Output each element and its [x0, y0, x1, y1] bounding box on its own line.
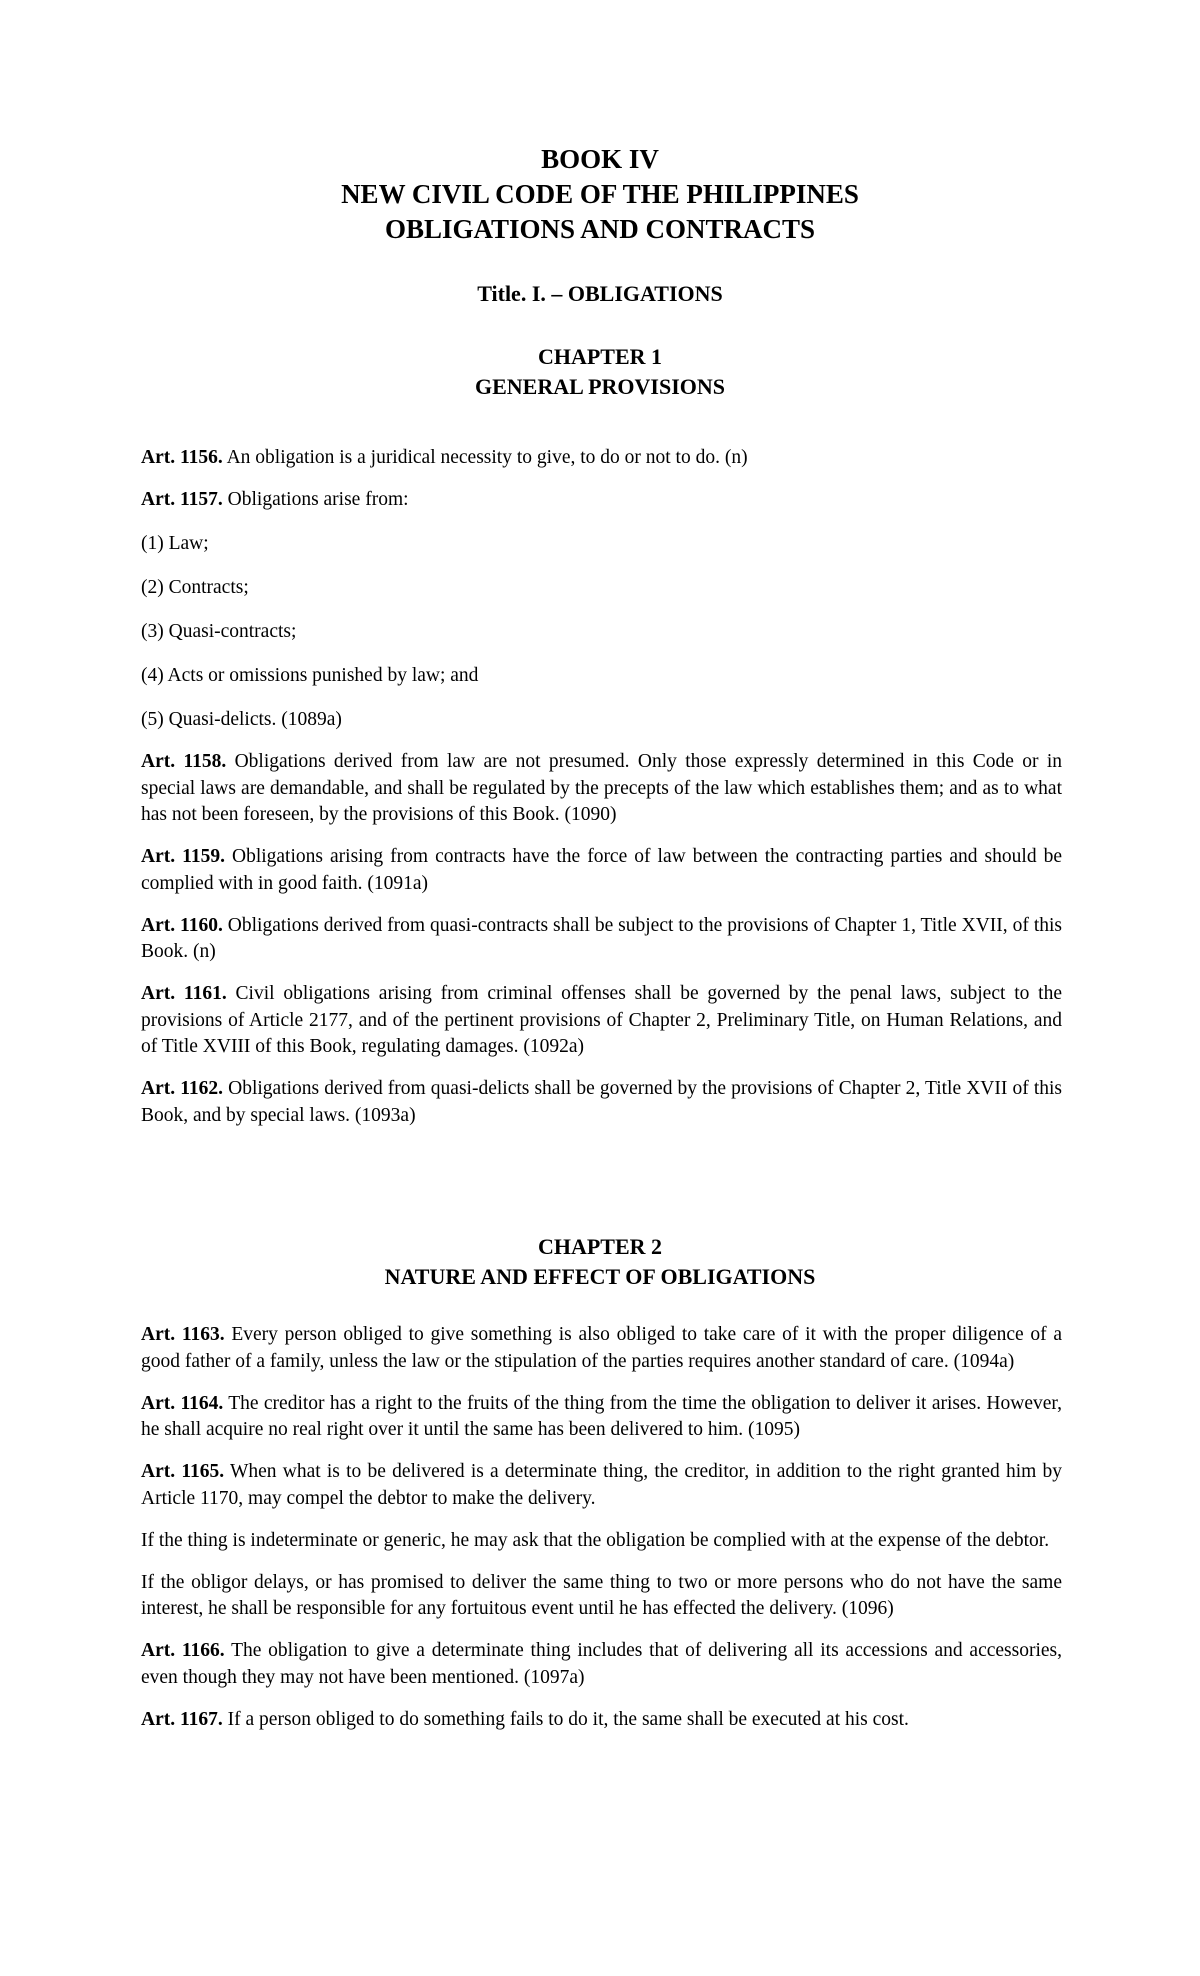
list-item-text: (1) Law; [141, 533, 209, 554]
list-item-law [141, 531, 1062, 558]
article-label: Art. 1157. [141, 489, 223, 510]
article-text: The creditor has a right to the fruits of the thing from the time the obligation to deliver it arises. However, he shall acquire no real right over it until the same has been delivered to him. (1095) [141, 1392, 1062, 1440]
article-text: When what is to be delivered is a determinate thing, the creditor, in addition to the right granted him by Article 1170, may compel the debtor to make the delivery. [141, 1461, 1062, 1509]
article-1162 [141, 1076, 1062, 1129]
chapter-1-body [141, 445, 1062, 1145]
article-text: Obligations arising from contracts have the force of law between the contracting parties and should be complied with in good faith. (1091a) [141, 846, 1063, 894]
article-label: Art. 1166. [141, 1640, 225, 1661]
article-text: An obligation is a juridical necessity to give, to do or not to do. (n) [222, 447, 748, 468]
article-label: Art. 1160. [141, 914, 223, 936]
chapter-1-number: CHAPTER 1 [537, 344, 663, 369]
article-label: Art. 1156. [141, 447, 223, 468]
book-number: BOOK IV [541, 144, 659, 174]
article-1165-paragraph-2 [141, 1528, 1062, 1555]
article-label: Art. 1161. [141, 983, 227, 1004]
paragraph-text: If the obligor delays, or has promised to deliver the same thing to two or more persons who do not have the same interest, he shall be responsible for any fortuitous event until he has effected the delivery. (1096) [141, 1571, 1062, 1619]
chapter-1-name: GENERAL PROVISIONS [474, 374, 725, 399]
article-label: Art. 1164. [141, 1392, 224, 1414]
list-item-text: (2) Contracts; [141, 577, 249, 598]
article-1157 [141, 487, 1062, 514]
article-1161 [141, 981, 1062, 1061]
list-item-contracts [141, 575, 1062, 602]
article-text: The obligation to give a determinate thing includes that of delivering all its accessions and accessories, even though they may not have been mentioned. (1097a) [141, 1640, 1062, 1688]
list-item-quasi-contracts [141, 619, 1062, 646]
document-header [0, 142, 1200, 247]
article-label: Art. 1159. [141, 846, 225, 867]
article-text: Civil obligations arising from criminal offenses shall be governed by the penal laws, subject to the provisions of Article 2177, and of the pertinent provisions of Chapter 2, Preliminary Title, on Human Relations, and of Title XVIII of this Book, regulating damages. (1092a) [141, 983, 1063, 1057]
article-1164 [141, 1391, 1062, 1444]
article-text: Obligations derived from law are not presumed. Only those expressly determined in this Code or in special laws are demandable, and shall be regulated by the precepts of the law which establishes them; and as to what has not been foreseen, by the provisions of this Book. (1090) [141, 751, 1063, 825]
list-item-text: (3) Quasi-contracts; [141, 621, 297, 642]
chapter-2-name: NATURE AND EFFECT OF OBLIGATIONS [384, 1264, 816, 1289]
article-1166 [141, 1638, 1062, 1691]
article-text: If a person obliged to do something fails to do it, the same shall be executed at his cost. [222, 1708, 909, 1730]
title-text: Title. I. – OBLIGATIONS [477, 281, 723, 306]
chapter-1-heading [0, 342, 1200, 402]
chapter-2-heading [0, 1232, 1200, 1292]
article-1167 [141, 1707, 1062, 1734]
list-item-text: (4) Acts or omissions punished by law; and [141, 665, 479, 686]
article-1163 [141, 1322, 1062, 1375]
chapter-2-number: CHAPTER 2 [537, 1234, 663, 1259]
list-item-quasi-delicts [141, 707, 1062, 734]
article-1158 [141, 749, 1062, 829]
article-label: Art. 1165. [141, 1461, 225, 1482]
paragraph-text: If the thing is indeterminate or generic, he may ask that the obligation be complied with at the expense of the debtor. [141, 1529, 1050, 1551]
article-text: Every person obliged to give something is also obliged to take care of it with the proper diligence of a good father of a family, unless the law or the stipulation of the parties requires another standard of care. (1094a) [141, 1324, 1063, 1372]
code-name: NEW CIVIL CODE OF THE PHILIPPINES [341, 179, 859, 209]
article-1165-paragraph-3 [141, 1570, 1062, 1623]
article-text: Obligations derived from quasi-delicts shall be governed by the provisions of Chapter 2, Title XVII of this Book, and by special laws. (1093a) [141, 1078, 1063, 1126]
list-item-text: (5) Quasi-delicts. (1089a) [141, 709, 342, 730]
article-label: Art. 1167. [141, 1708, 223, 1730]
chapter-2-body [141, 1322, 1062, 1749]
article-1160 [141, 913, 1062, 966]
article-text: Obligations arise from: [222, 489, 409, 510]
article-label: Art. 1162. [141, 1078, 224, 1099]
list-item-acts-omissions [141, 663, 1062, 690]
article-1156 [141, 445, 1062, 472]
article-label: Art. 1163. [141, 1324, 225, 1345]
book-subject: OBLIGATIONS AND CONTRACTS [384, 214, 816, 244]
article-label: Art. 1158. [141, 751, 227, 772]
article-text: Obligations derived from quasi-contracts shall be subject to the provisions of Chapter 1, Title XVII, of this Book. (n) [141, 914, 1062, 962]
title-heading [0, 280, 1200, 308]
article-1159 [141, 844, 1062, 897]
article-1165 [141, 1459, 1062, 1512]
